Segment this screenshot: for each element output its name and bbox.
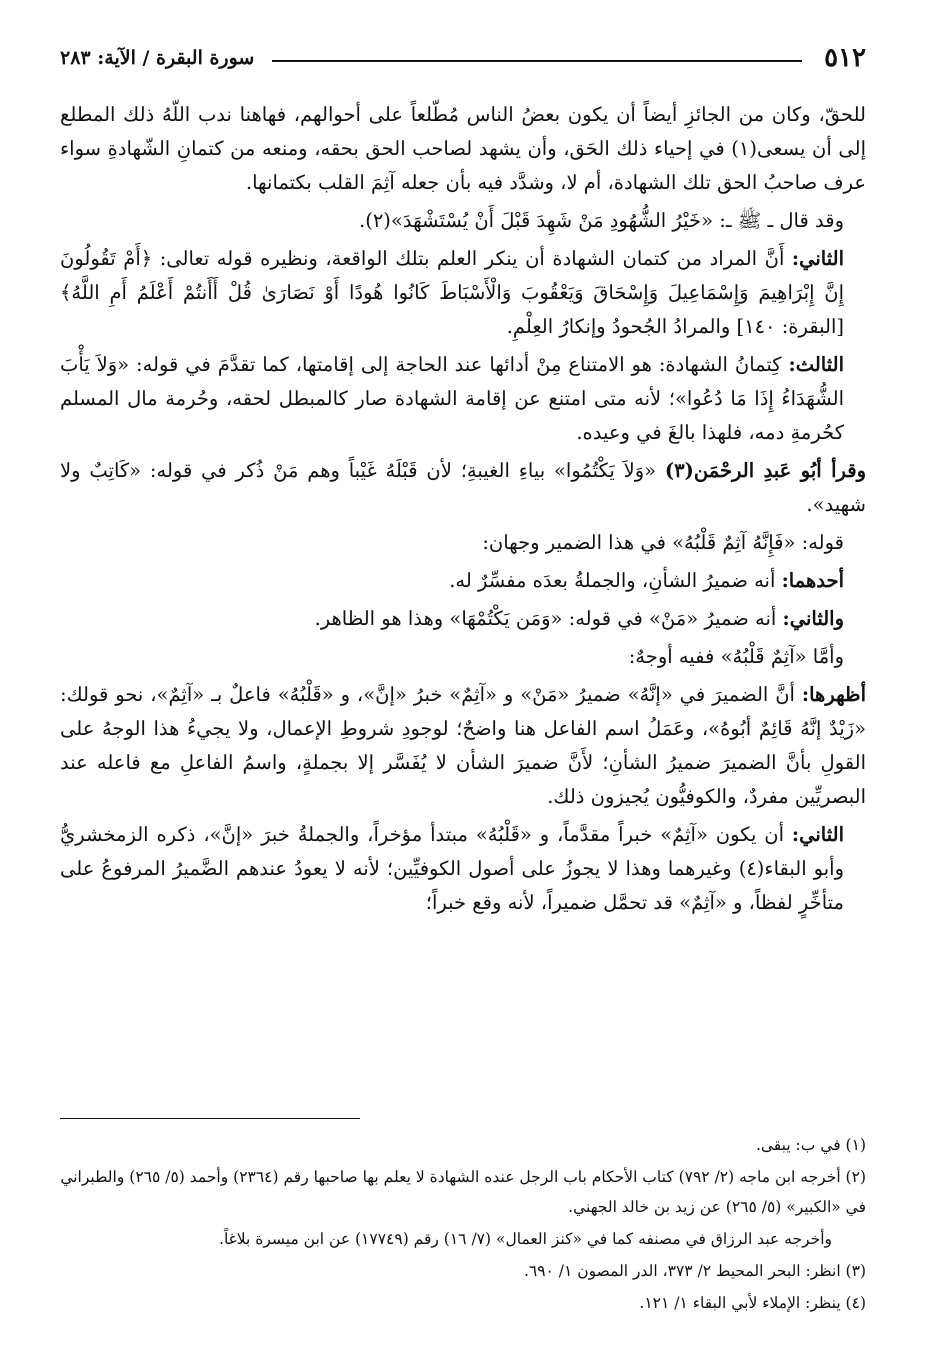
paragraph-lead: وقرأ أبُو عَبدِ الرحْمَن(٣) [664, 459, 867, 482]
main-text [60, 98, 866, 924]
paragraph-most-apparent [60, 678, 866, 814]
footnote-2-continued: وأخرجه عبد الرزاق في مصنفه كما في «كنز العمال» (٧/ ١٦) رقم (١٧٧٤٩) عن ابن ميسرة بلاغاً. [219, 1230, 832, 1248]
header-rule [272, 60, 802, 62]
paragraph-reading [60, 454, 866, 522]
paragraph-text: «وَلاَ يَكْتُمُوا» بياءِ الغيبةِ؛ لأن قَبْلَهُ غَيْباً وهم مَنْ ذُكر في قوله: «كَاتِبٌ ولا شهيد». [60, 459, 866, 516]
paragraph-second-aspect [60, 602, 866, 636]
paragraph-hadith: وقد قال ـ ﷺ ـ: «خَيْرُ الشُّهُودِ مَنْ شَهِدَ قَبْلَ أَنْ يُسْتَشْهَدَ»(٢). [359, 209, 844, 232]
paragraph-second-opinion [60, 242, 866, 344]
paragraph-text: أن يكون «آثِمٌ» خبراً مقدَّماً، و «قَلْبُهُ» مبتدأ مؤخراً، والجملةُ خبرَ «إنَّ»، ذكره الزمخشريُّ وأبو البقاء(٤) وغيرهما وهذا لا يجوزُ على أصول الكوفيِّين؛ لأنه لا يعودُ عندهم الضَّميرُ المرفوعُ على متأخِّرٍ لفظاً، و «آثِمٌ» قد تحمَّل ضميراً، لأنه وقع خبراً؛ [60, 823, 844, 914]
paragraph-first-aspect [60, 564, 866, 598]
paragraph-lead: أظهرها: [801, 683, 866, 706]
footnote-1: (١) في ب: يبقى. [755, 1136, 866, 1154]
paragraph-pronoun: قوله: «فَإِنَّهُ آثِمٌ قَلْبُهُ» في هذا الضمير وجهان: [482, 531, 844, 554]
paragraph-text: أَنَّ المراد من كتمان الشهادة أن ينكر العلم بتلك الواقعة، ونظيره قوله تعالى: ﴿أَمْ تَقُولُونَ إِنَّ إِبْرَاهِيمَ وَإِسْمَاعِيلَ وَإِسْحَاقَ وَيَعْقُوبَ وَالْأَسْبَاطَ كَانُوا هُودًا أَوْ نَصَارَىٰ قُلْ أَأَنتُمْ أَعْلَمُ أَمِ اللَّهُ﴾ [البقرة: ١٤٠] والمرادُ الجُحودُ وإنكارُ العِلْمِ. [60, 247, 844, 338]
paragraph-1: للحقّ، وكان من الجائزِ أيضاً أن يكون بعضُ الناس مُطّلعاً على أحوالهم، فهاهنا ندب اللّهُ ذلك المطلع إلى أن يسعى(١) في إحياء ذلك الحَق، وأن يشهد لصاحب الحق بحقه، ومنعه من كتمانِ الشّهادةِ سواء عرف صاحبُ الحق تلك الشهادة، أم لا، وشدَّد فيه بأن جعله آثِمَ القلب بكتمانها. [60, 103, 866, 194]
paragraph-text: أنه ضميرُ «مَنْ» في قوله: «وَمَن يَكْتُمْهَا» وهذا هو الظاهر. [314, 607, 777, 630]
footnotes [60, 1130, 866, 1320]
footnote-2: (٢) أخرجه ابن ماجه (٢/ ٧٩٢) كتاب الأحكام باب الرجل عنده الشهادة لا يعلم بها صاحبها رقم (٢٣٦٤) وأحمد (٥/ ٢٦٥) والطبراني في «الكبير» (٥/ ٢٦٥) عن زيد بن خالد الجهني. [60, 1168, 866, 1216]
footnote-rule [60, 1118, 360, 1119]
paragraph-text: أنَّ الضميرَ في «إنَّهُ» ضميرُ «مَنْ» و «آثِمٌ» خبرُ «إنَّ»، و «قَلْبُهُ» فاعلٌ بـ «آثِمٌ»، نحو قولك: «زَيْدٌ إنَّهُ قَائِمٌ أبُوهُ»، وعَمَلُ اسم الفاعل هنا واضحٌ؛ لوجودِ شروطِ الإعمال، ولا يجيءُ هذا الوجهُ على القولِ بأنَّ الضميرَ ضميرُ الشأنِ؛ لأَنَّ ضميرَ الشأن لا يُفَسَّر إلا بجملةٍ، واسمُ الفاعلِ مع فاعله عند البصريِّين مفردٌ، والكوفيُّون يُجيزون ذلك. [60, 683, 866, 808]
paragraph-lead: الثاني: [791, 823, 844, 846]
paragraph-lead: والثاني: [782, 607, 844, 630]
footnote-4: (٤) ينظر: الإملاء لأبي البقاء ١/ ١٢١. [639, 1294, 866, 1312]
page-number: ٥١٢ [824, 43, 866, 73]
paragraph-lead: أحدهما: [781, 569, 844, 592]
paragraph-lead: الثالث: [788, 353, 844, 376]
running-head: سورة البقرة / الآية: ٢٨٣ [60, 47, 255, 69]
paragraph-second-view [60, 818, 866, 920]
page-header [60, 38, 866, 78]
paragraph-text: كِتمانُ الشهادة: هو الامتناع مِنْ أدائها عند الحاجة إلى إقامتها، كما تقدَّمَ في قوله: «وَلاَ يَأْبَ الشُّهَدَاءُ إِذَا مَا دُعُوا»؛ لأنه متى امتنع عن إقامة الشهادة صار كالمبطل لحقه، وحُرمة مال المسلم كحُرمةِ دمه، فلهذا بالغَ في وعيده. [60, 353, 844, 444]
paragraph-third-opinion [60, 348, 866, 450]
book-page [60, 30, 866, 1350]
paragraph-lead: الثاني: [791, 247, 844, 270]
paragraph-text: أنه ضميرُ الشأنِ، والجملةُ بعدَه مفسِّرٌ له. [449, 569, 776, 592]
footnote-3: (٣) انظر: البحر المحيط ٢/ ٣٧٣، الدر المصون ١/ ٦٩٠. [523, 1262, 866, 1280]
paragraph-aspects-intro: وأمَّا «آثِمٌ قَلْبُهُ» ففيه أوجهٌ: [628, 645, 844, 668]
